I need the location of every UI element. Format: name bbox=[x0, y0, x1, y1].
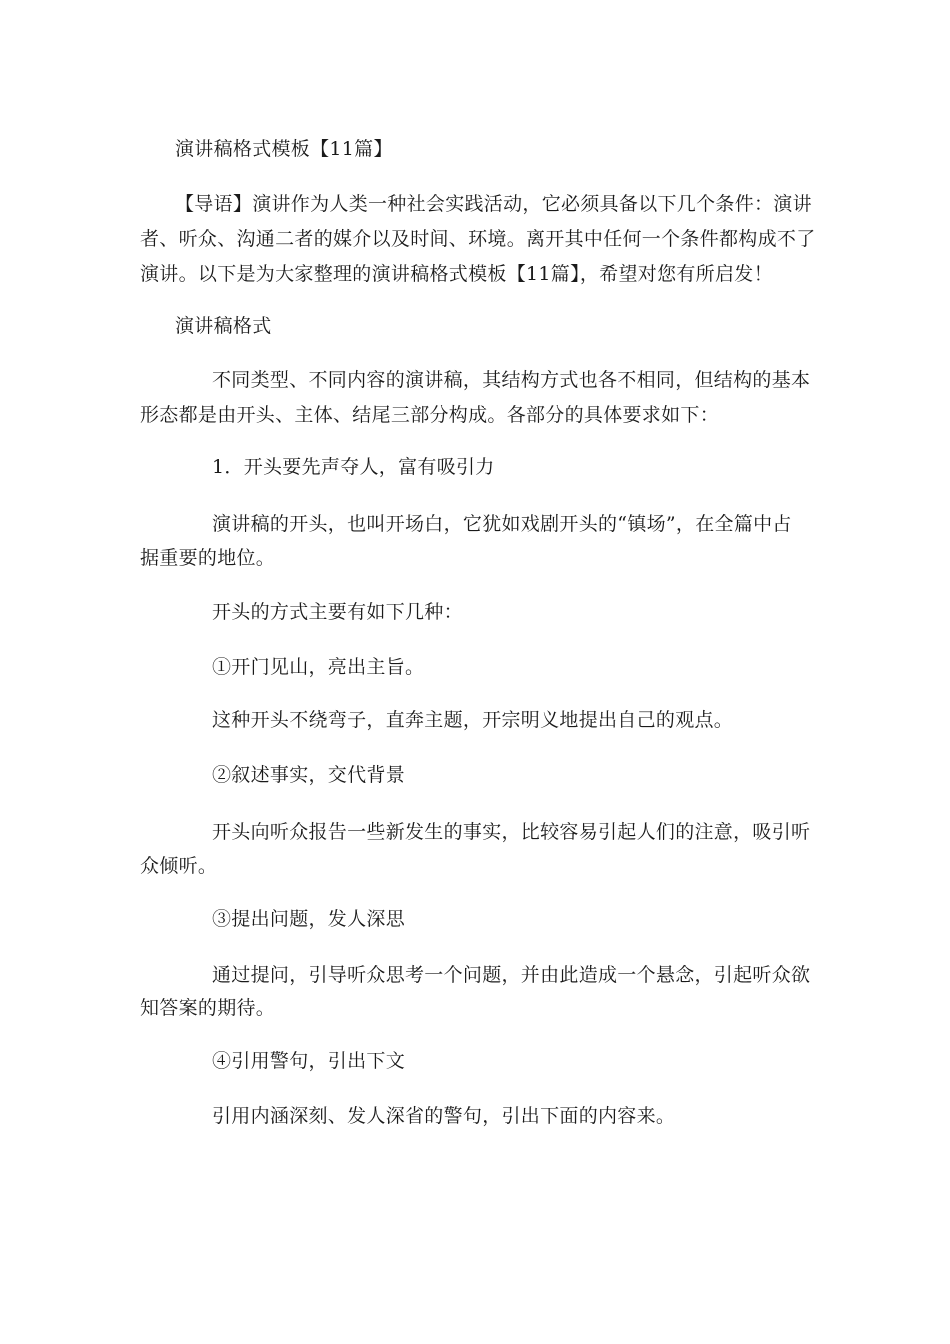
method-3-heading: ③提出问题，发人深思 bbox=[212, 908, 406, 930]
method-2-line-2: 众倾听。 bbox=[140, 855, 218, 877]
method-4-heading: ④引用警句，引出下文 bbox=[212, 1050, 406, 1072]
intro-line-2: 者、听众、沟通二者的媒介以及时间、环境。离开其中任何一个条件都构成不了 bbox=[140, 228, 816, 250]
structure-line-1: 不同类型、不同内容的演讲稿，其结构方式也各不相同，但结构的基本 bbox=[212, 369, 811, 391]
method-3-line-1: 通过提问，引导听众思考一个问题，并由此造成一个悬念，引起听众欲 bbox=[212, 964, 811, 986]
opening-line-2: 据重要的地位。 bbox=[140, 547, 276, 569]
structure-line-2: 形态都是由开头、主体、结尾三部分构成。各部分的具体要求如下： bbox=[140, 404, 720, 426]
point-1-heading: 1．开头要先声夺人，富有吸引力 bbox=[212, 456, 495, 478]
opening-line-1: 演讲稿的开头，也叫开场白，它犹如戏剧开头的“镇场”，在全篇中占 bbox=[212, 513, 792, 535]
method-3-line-2: 知答案的期待。 bbox=[140, 997, 276, 1019]
methods-intro: 开头的方式主要有如下几种： bbox=[212, 601, 463, 623]
method-2-heading: ②叙述事实，交代背景 bbox=[212, 764, 406, 786]
section-heading: 演讲稿格式 bbox=[175, 315, 272, 337]
intro-line-3: 演讲。以下是为大家整理的演讲稿格式模板【11篇】，希望对您有所启发！ bbox=[140, 263, 773, 285]
method-4-body: 引用内涵深刻、发人深省的警句，引出下面的内容来。 bbox=[212, 1105, 676, 1127]
method-1-body: 这种开头不绕弯子，直奔主题，开宗明义地提出自己的观点。 bbox=[212, 709, 734, 731]
method-1-heading: ①开门见山，亮出主旨。 bbox=[212, 656, 425, 678]
method-2-line-1: 开头向听众报告一些新发生的事实，比较容易引起人们的注意，吸引听 bbox=[212, 821, 811, 843]
intro-line-1: 【导语】演讲作为人类一种社会实践活动，它必须具备以下几个条件：演讲 bbox=[175, 193, 812, 215]
document-title: 演讲稿格式模板【11篇】 bbox=[175, 138, 393, 160]
